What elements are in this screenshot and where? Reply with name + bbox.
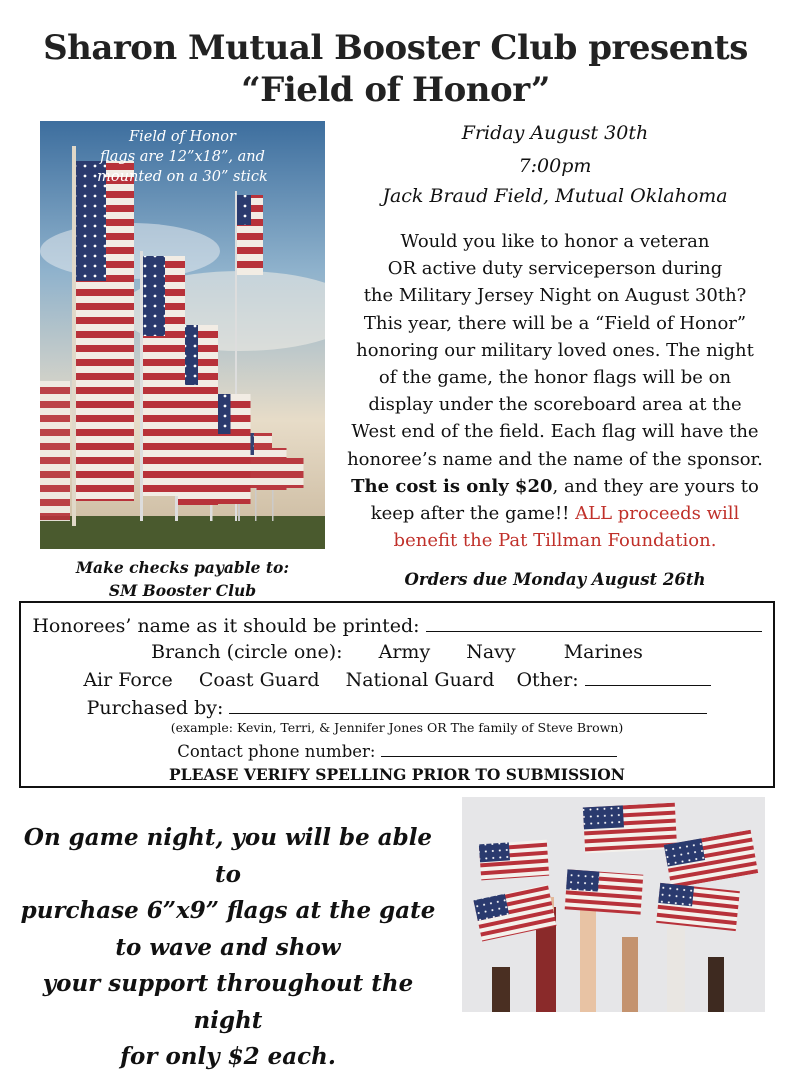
honorees-name-field[interactable] — [426, 615, 762, 632]
description-line: This year, there will be a “Field of Honor” — [363, 312, 747, 334]
waving-flags-graphic — [462, 797, 765, 1012]
photo-caption — [40, 127, 325, 187]
branch-option-air-force[interactable]: Air Force — [83, 669, 173, 691]
checks-line: SM Booster Club — [108, 581, 257, 600]
description-text: keep after the game!! — [370, 503, 576, 525]
game-night-line: to wave and show — [115, 933, 341, 961]
waving-flags-photo — [462, 797, 765, 1012]
branch-option-national-guard[interactable]: National Guard — [345, 669, 495, 691]
branch-option-coast-guard[interactable]: Coast Guard — [198, 669, 320, 691]
cost-text: The cost is only $20 — [351, 475, 553, 497]
checks-line: Make checks payable to: — [75, 558, 290, 577]
caption-line: Field of Honor — [129, 129, 236, 145]
branch-option-army[interactable]: Army — [378, 641, 431, 663]
description-line: OR active duty serviceperson during — [387, 258, 723, 280]
description-line: display under the scoreboard area at the — [368, 394, 742, 416]
purchased-by-field[interactable] — [229, 697, 707, 714]
description-text: , and they are yours to — [552, 475, 759, 497]
honorees-label: Honorees’ name as it should be printed: — [32, 615, 420, 637]
field-of-honor-photo — [40, 121, 325, 549]
game-night-line: On game night, you will be able to — [23, 824, 433, 888]
game-night-text: for only $2 each — [120, 1043, 328, 1070]
description-line: Would you like to honor a veteran — [400, 231, 710, 252]
description-line: honoree’s name and the name of the sponsor. — [347, 448, 763, 470]
order-form — [19, 601, 775, 788]
description-line: West end of the field. Each flag will have the — [351, 421, 759, 443]
game-night-line: purchase 6”x9” flags at the gate — [20, 897, 436, 924]
flyer-subtitle: “Field of Honor” — [241, 70, 550, 110]
caption-line: mounted on a 30” stick — [97, 169, 268, 185]
branch-option-marines[interactable]: Marines — [563, 641, 643, 663]
purchased-row — [21, 697, 773, 719]
verify-notice: PLEASE VERIFY SPELLING PRIOR TO SUBMISSION — [169, 765, 625, 784]
proceeds-line: benefit the Pat Tillman Foundation. — [393, 530, 717, 552]
caption-line: flags are 12”x18”, and — [100, 149, 265, 165]
branch-row-2 — [21, 669, 773, 691]
honorees-row — [21, 615, 773, 637]
checks-payable — [40, 556, 325, 602]
description-line: honoring our military loved ones. The night — [356, 339, 754, 361]
description-line — [335, 473, 775, 500]
game-night-period: . — [327, 1043, 336, 1070]
phone-field[interactable] — [381, 740, 617, 757]
flyer-title: Sharon Mutual Booster Club presents — [43, 28, 748, 68]
branch-row — [21, 641, 773, 663]
event-date: Friday August 30th — [461, 122, 649, 144]
proceeds-text: ALL proceeds will — [575, 503, 740, 525]
description-line: of the game, the honor flags will be on — [378, 367, 732, 389]
description-line — [335, 500, 775, 527]
other-branch-field[interactable] — [585, 669, 711, 686]
orders-due: Orders due Monday August 26th — [404, 570, 706, 589]
game-night-line — [18, 1039, 438, 1076]
event-location: Jack Braud Field, Mutual Oklahoma — [382, 185, 728, 207]
phone-label: Contact phone number: — [177, 742, 376, 761]
game-night-notice — [18, 820, 438, 1076]
purchased-example: (example: Kevin, Terri, & Jennifer Jones OR The family of Steve Brown) — [170, 720, 624, 735]
purchased-label: Purchased by: — [86, 697, 224, 719]
phone-row — [21, 740, 773, 761]
description-line: the Military Jersey Night on August 30th? — [363, 285, 747, 307]
game-night-line: your support throughout the night — [42, 970, 414, 1034]
event-time: 7:00pm — [518, 155, 592, 177]
description — [335, 228, 775, 554]
branch-option-other[interactable]: Other: — [516, 669, 579, 691]
branch-label: Branch (circle one): — [151, 641, 343, 663]
branch-option-navy[interactable]: Navy — [466, 641, 516, 663]
